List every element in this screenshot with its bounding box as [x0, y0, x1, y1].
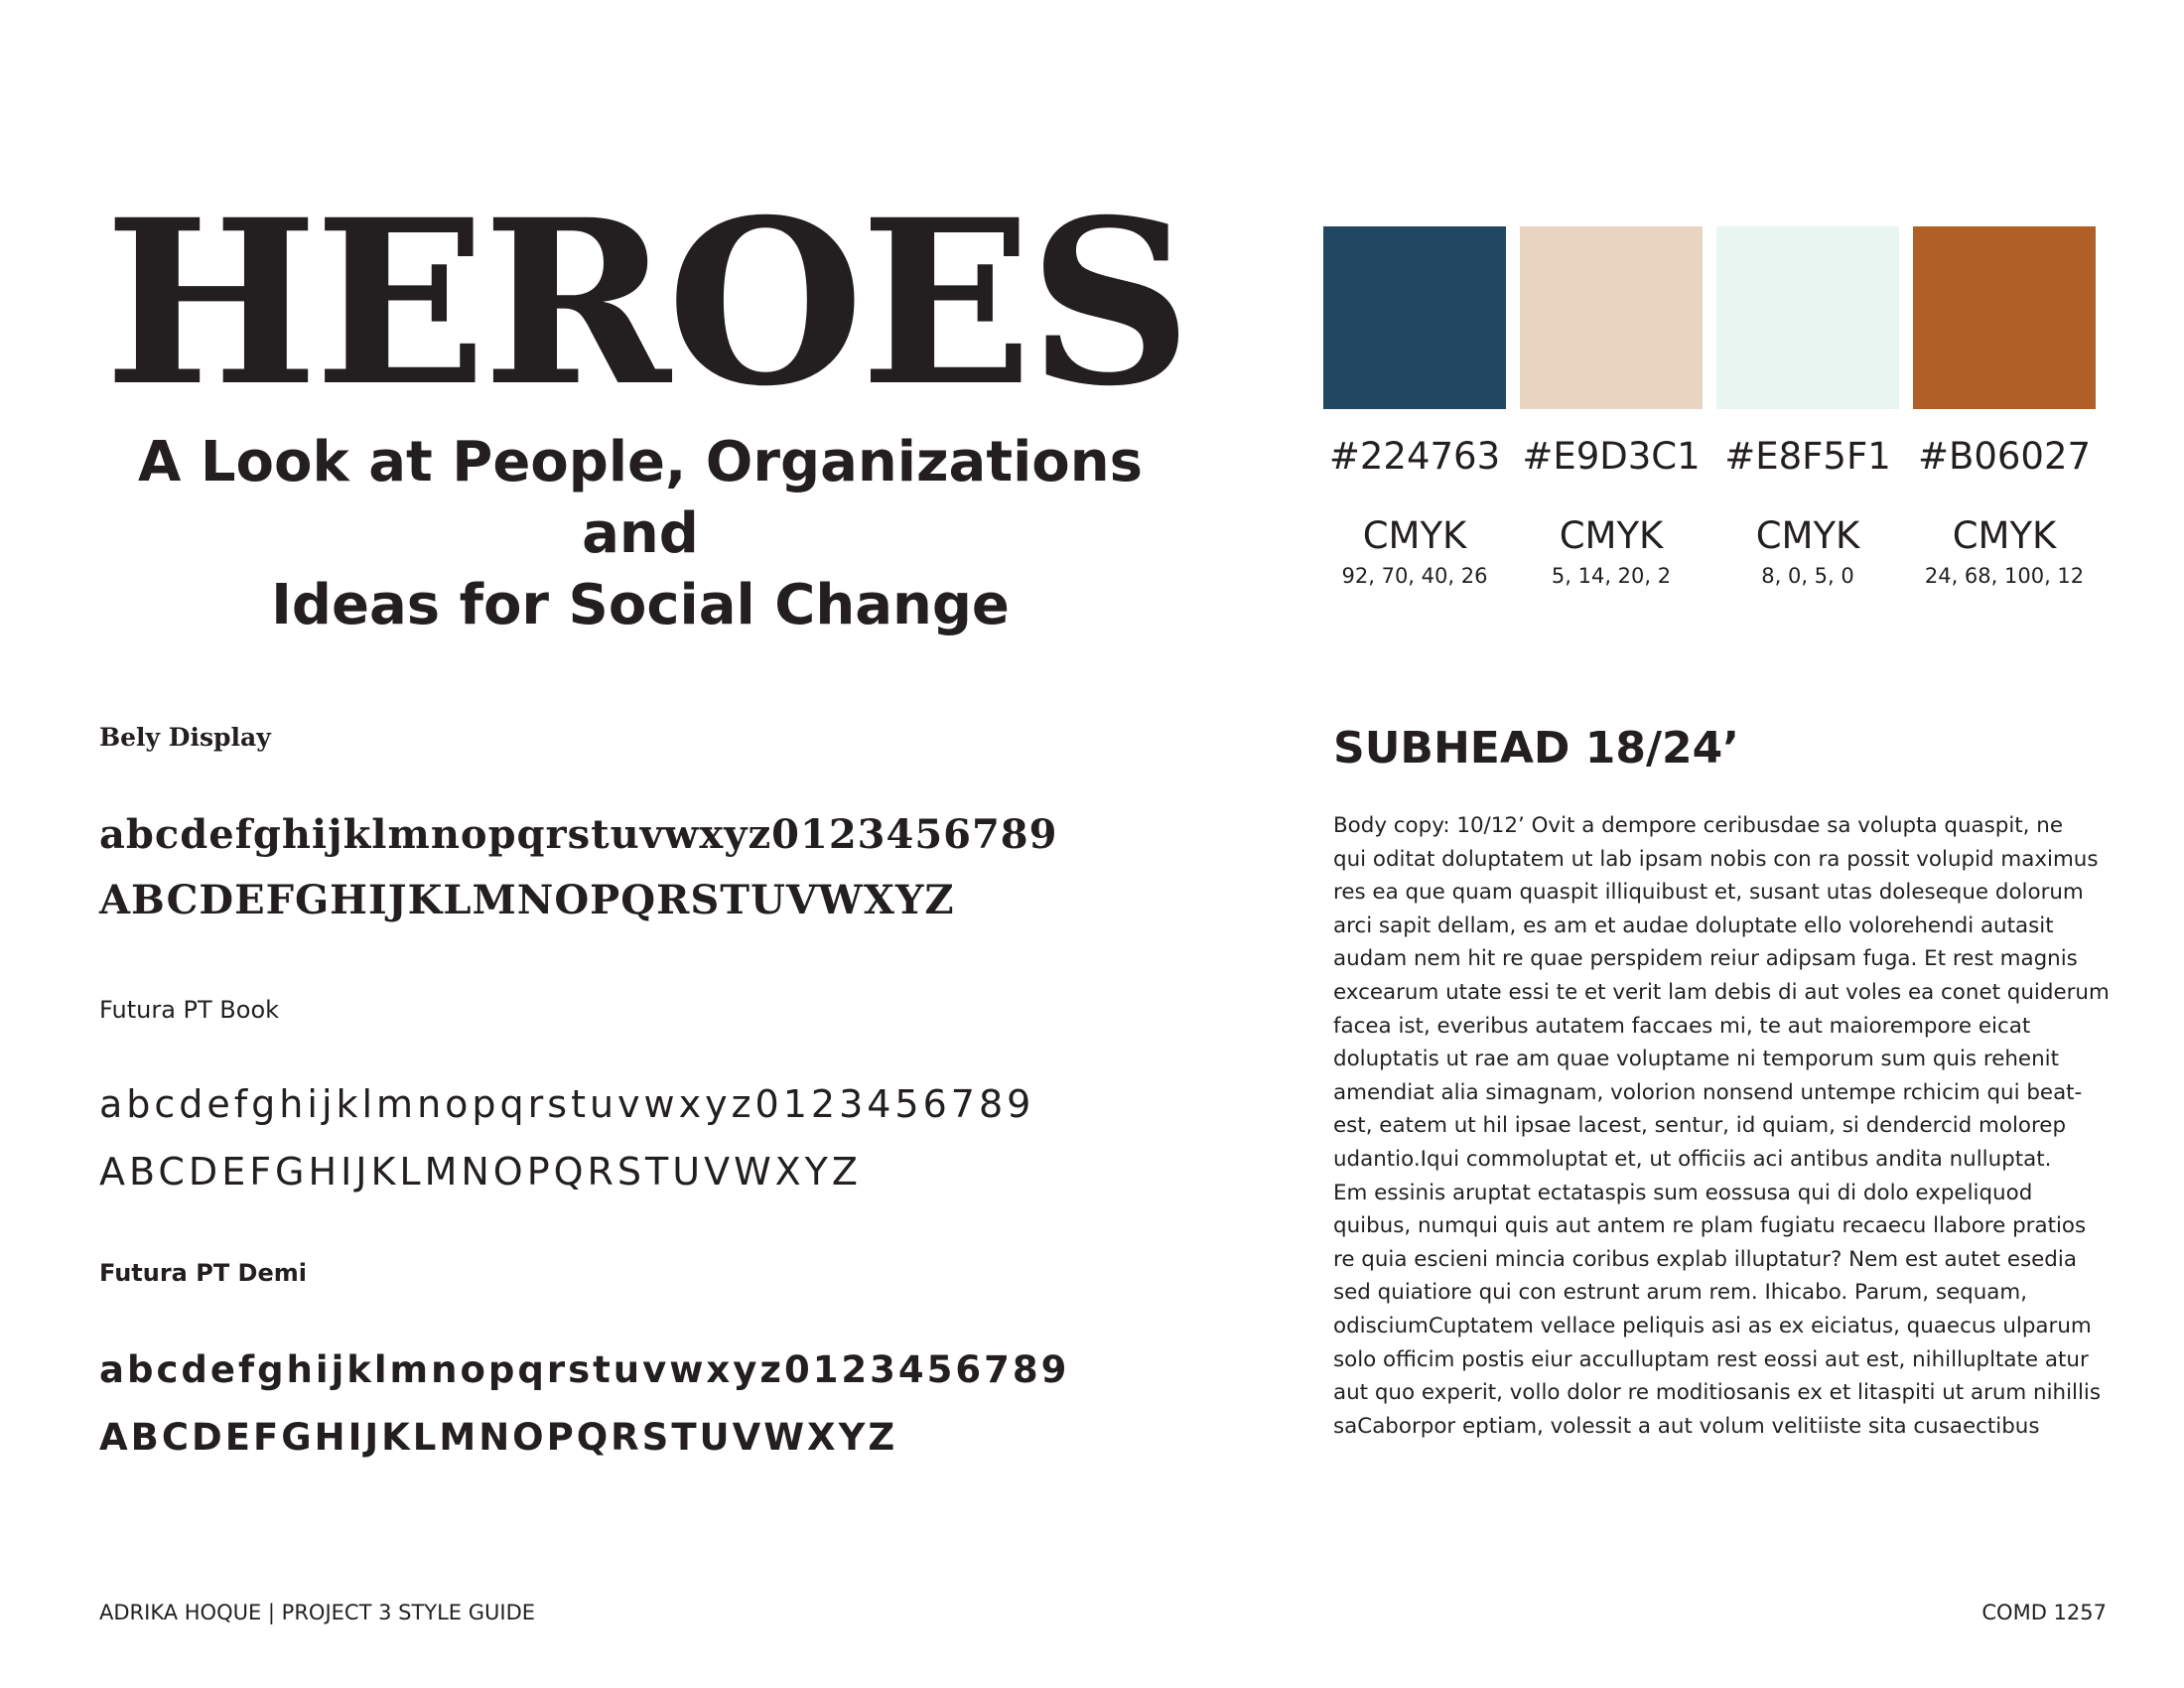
specimen-bely-uppercase: ABCDEFGHIJKLMNOPQRSTUVWXYZ [99, 877, 955, 923]
subhead-sample: SUBHEAD 18/24’ [1333, 723, 1739, 774]
body-copy-line: qui oditat doluptatem ut lab ipsam nobis con ra possit volupid maximus [1333, 846, 2099, 872]
body-copy-line: Body copy: 10/12’ Ovit a dempore ceribusdae sa volupta quaspit, ne [1333, 813, 2063, 838]
body-copy-line: res ea que quam quaspit illiquibust et, susant utas doleseque dolorum [1333, 880, 2084, 906]
cmyk-label: CMYK [1559, 514, 1664, 557]
color-palette [1323, 226, 2098, 594]
palette-color-3 [1716, 226, 1899, 588]
body-copy-line: re quia escieni mincia coribus explab illuptatur? Nem est autet esedia [1333, 1246, 2077, 1272]
body-copy-line: Em essinis aruptat ectataspis sum eossusa qui di dolo expeliquod [1333, 1180, 2033, 1205]
specimen-futura-demi-lowercase: abcdefghijklmnopqrstuvwxyz0123456789 [99, 1348, 1070, 1391]
body-copy-line: udantio.Iqui commoluptat et, ut officiis aci antibus andita nulluptat. [1333, 1146, 2052, 1172]
hex-code: #224763 [1328, 435, 1501, 478]
hex-code: #E9D3C1 [1522, 435, 1701, 478]
cmyk-values: 5, 14, 20, 2 [1551, 564, 1672, 588]
font-name-bely-display: Bely Display [99, 723, 271, 752]
subtitle [104, 427, 1176, 641]
subtitle-line-2: Ideas for Social Change [271, 573, 1010, 637]
color-swatch [1716, 226, 1899, 409]
specimen-futura-demi-uppercase: ABCDEFGHIJKLMNOPQRSTUVWXYZ [99, 1416, 898, 1459]
footer-course-code: COMD 1257 [1981, 1601, 2107, 1624]
hex-code: #B06027 [1917, 435, 2092, 478]
palette-color-4 [1913, 226, 2096, 588]
body-copy-line: sed quiatiore qui con estrunt arum rem. Ihicabo. Parum, sequam, [1333, 1280, 2028, 1306]
specimen-futura-book-lowercase: abcdefghijklmnopqrstuvwxyz0123456789 [99, 1082, 1035, 1126]
cmyk-values: 24, 68, 100, 12 [1924, 564, 2085, 588]
palette-color-1 [1323, 226, 1506, 588]
body-copy-line: doluptatis ut rae am quae voluptame ni temporum sum quis rehenit [1333, 1047, 2059, 1072]
palette-color-2 [1520, 226, 1703, 588]
page-title: HEROES [104, 170, 1188, 436]
cmyk-values: 92, 70, 40, 26 [1341, 564, 1488, 588]
cmyk-label: CMYK [1952, 514, 2057, 557]
color-swatch [1323, 226, 1506, 409]
body-copy-line: arci sapit dellam, es am et audae doluptate ello volorehendi autasit [1333, 913, 2054, 938]
body-copy-sample [1333, 809, 2108, 1443]
body-copy-line: excearum utate essi te et verit lam debis di aut voles ea conet quiderum [1333, 979, 2110, 1005]
footer-author-project: ADRIKA HOQUE | PROJECT 3 STYLE GUIDE [99, 1601, 536, 1624]
body-copy-line: facea ist, everibus autatem faccaes mi, te aut maiorempore eicat [1333, 1013, 2031, 1039]
body-copy-line: audam nem hit re quae perspidem reiur adipsam fuga. Et rest magnis [1333, 946, 2078, 972]
color-swatch [1913, 226, 2096, 409]
body-copy-line: est, eatem ut hil ipsae lacest, sentur, id quiam, si dendercid molorep [1333, 1113, 2067, 1139]
specimen-bely-lowercase: abcdefghijklmnopqrstuvwxyz0123456789 [99, 811, 1058, 858]
cmyk-label: CMYK [1755, 514, 1860, 557]
font-name-futura-book: Futura PT Book [99, 996, 280, 1024]
body-copy-line: aut quo experit, vollo dolor re moditiosanis ex et litaspiti ut arum nihillis [1333, 1380, 2102, 1406]
cmyk-label: CMYK [1362, 514, 1467, 557]
font-name-futura-demi: Futura PT Demi [99, 1259, 307, 1287]
subtitle-line-1: A Look at People, Organizations and [138, 430, 1143, 566]
body-copy-line: amendiat alia simagnam, volorion nonsend untempe rchicim qui beat- [1333, 1079, 2083, 1105]
color-swatch [1520, 226, 1703, 409]
hex-code: #E8F5F1 [1724, 435, 1891, 478]
body-copy-line: solo officim postis eiur acculluptam rest eossi aut est, nihillupltate atur [1333, 1346, 2089, 1372]
specimen-futura-book-uppercase: ABCDEFGHIJKLMNOPQRSTUVWXYZ [99, 1150, 862, 1194]
body-copy-line: saCaborpor eptiam, volessit a aut volum velitiiste sita cusaectibus [1333, 1413, 2040, 1439]
body-copy-line: quibus, numqui quis aut antem re plam fugiatu recaecu llabore pratios [1333, 1213, 2087, 1239]
body-copy-line: odisciumCuptatem vellace peliquis asi as ex eiciatus, quaecus ulparum [1333, 1313, 2092, 1338]
cmyk-values: 8, 0, 5, 0 [1761, 564, 1854, 588]
